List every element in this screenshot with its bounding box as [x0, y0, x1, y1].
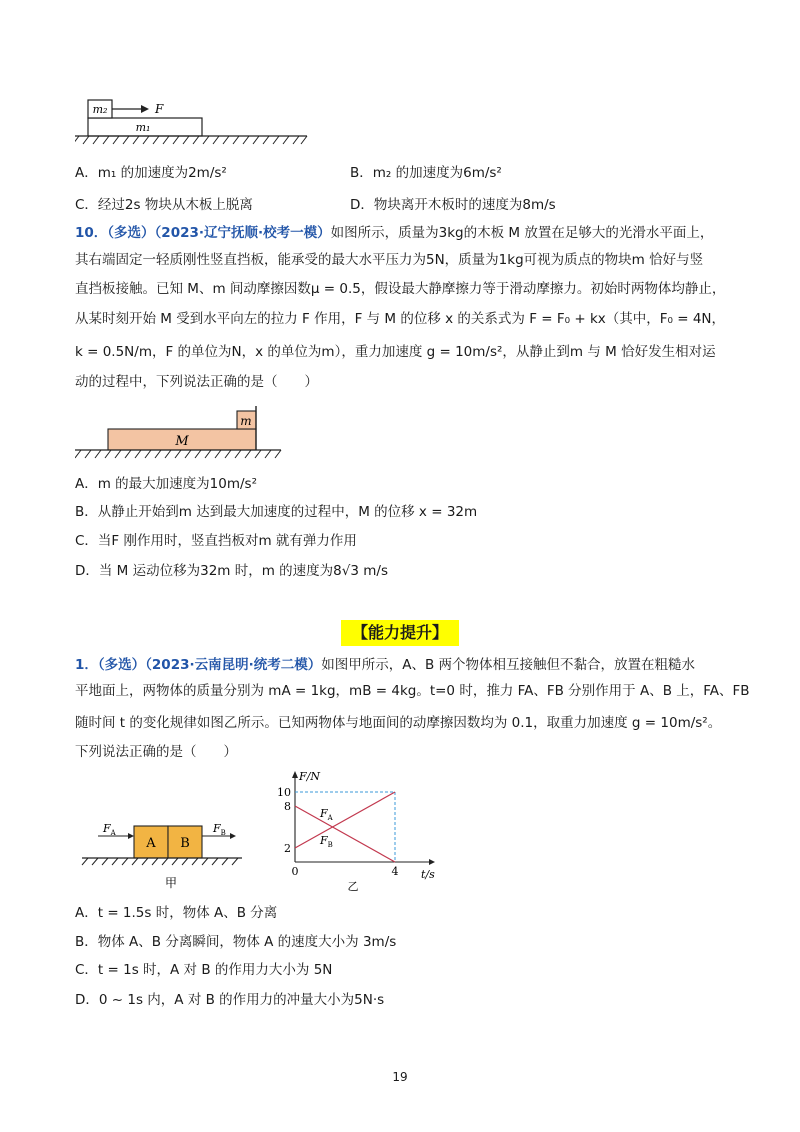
chart-x-arrow [429, 859, 435, 865]
q10-text-1: 如图所示，质量为3kg的木板 M 放置在足够大的光滑水平面上， [330, 225, 714, 241]
chart-y-tick-8: 8 [284, 800, 291, 813]
chart-y-arrow [292, 771, 298, 778]
q9-force-label: F [155, 102, 164, 116]
q9-option-d: D．物块离开木板时的速度为8m/s [350, 197, 556, 213]
chart-caption: 乙 [347, 880, 359, 893]
chart-series-label-FA: $F_A$ [320, 807, 333, 823]
q10-fig-m-label: m [240, 414, 252, 428]
q10-option-c: C．当F 刚作用时，竖直挡板对m 就有弹力作用 [75, 533, 357, 549]
q10-option-a: A．m 的最大加速度为10m/s² [75, 476, 257, 492]
q10-fig-M-label: M [175, 434, 189, 449]
q9-option-b: B．m₂ 的加速度为6m/s² [350, 165, 502, 181]
q10-line-1 [75, 223, 713, 243]
p1-caption-jia: 甲 [164, 876, 178, 890]
p1-option-c: C．t = 1s 时，A 对 B 的作用力大小为 5N [75, 962, 333, 978]
p1-chart-yi [275, 766, 445, 894]
chart-series-FA [295, 806, 395, 862]
q10-line-3: 直挡板接触。已知 M、m 间动摩擦因数μ = 0.5，假设最大静摩擦力等于滑动摩擦力。初始时两物体均静止， [75, 281, 726, 297]
p1-block-b-label: B [180, 836, 190, 851]
chart-xlabel: t/s [421, 868, 435, 881]
chart-y-tick-2: 2 [284, 842, 291, 855]
q9-block-bottom-label: m₁ [135, 121, 151, 134]
p1-option-a: A．t = 1.5s 时，物体 A、B 分离 [75, 905, 278, 921]
section-title: 【能力提升】 [341, 620, 459, 646]
chart-x-tick-4: 4 [391, 865, 399, 878]
p1-force-b-label: F [213, 822, 221, 835]
p1-force-a-label: F [103, 822, 111, 835]
p1-tag: （多选）（2023·云南昆明·统考二模） [97, 657, 322, 673]
q9-block-top-label: m₂ [92, 103, 108, 116]
q10-line-2: 其右端固定一轻质刚性竖直挡板，能承受的最大水平压力为5N，质量为1kg可视为质点的物块m 恰好与竖 [75, 252, 704, 268]
p1-force-b-sub: B [220, 829, 226, 837]
p1-line-4: 下列说法正确的是（ ） [75, 744, 237, 760]
p1-number: 1． [75, 657, 98, 673]
chart-series-label-FB: $F_B$ [320, 833, 333, 849]
svg-text:FA [102, 822, 117, 837]
q10-line-5: k = 0.5N/m，F 的单位为N，x 的单位为m），重力加速度 g = 10m/s²，从静止到m 与 M 恰好发生相对运 [75, 344, 716, 360]
q9-option-c: C．经过2s 物块从木板上脱离 [75, 197, 253, 213]
q10-figure [75, 404, 285, 466]
p1-line-1 [75, 655, 695, 675]
q10-line-6: 动的过程中，下列说法正确的是（ ） [75, 374, 318, 390]
q10-line-4: 从某时刻开始 M 受到水平向左的拉力 F 作用，F 与 M 的位移 x 的关系式为 F = F₀ + kx（其中，F₀ = 4N， [75, 311, 726, 327]
p1-option-b: B．物体 A、B 分离瞬间，物体 A 的速度大小为 3m/s [75, 934, 397, 950]
chart-series-FB [295, 792, 395, 848]
chart-x-tick-0: 0 [291, 865, 299, 878]
p1-option-d: D．0 ~ 1s 内，A 对 B 的作用力的冲量大小为5N·s [75, 992, 385, 1008]
q10-option-d: D．当 M 运动位移为32m 时，m 的速度为8√3 m/s [75, 563, 388, 579]
page-number: 19 [392, 1070, 408, 1084]
chart-y-tick-10: 10 [277, 786, 291, 799]
chart-ylabel: F/N [299, 770, 320, 783]
p1-line-3: 随时间 t 的变化规律如图乙所示。已知两物体与地面间的动摩擦因数均为 0.1，取重力加速度 g = 10m/s²。 [75, 715, 722, 731]
p1-block-a-label: A [146, 836, 156, 851]
p1-text-1: 如图甲所示，A、B 两个物体相互接触但不黏合，放置在粗糙水 [321, 657, 696, 673]
q10-number: 10． [75, 225, 108, 241]
p1-figure-jia [78, 812, 248, 892]
q9-figure [75, 92, 315, 148]
q10-option-b: B．从静止开始到m 达到最大加速度的过程中，M 的位移 x = 32m [75, 504, 478, 520]
svg-text:FB [212, 822, 226, 837]
q9-option-a: A．m₁ 的加速度为2m/s² [75, 165, 227, 181]
q10-tag: （多选）（2023·辽宁抚顺·校考一模） [107, 225, 331, 241]
p1-force-a-sub: A [110, 829, 116, 837]
p1-line-2: 平地面上，两物体的质量分别为 mA = 1kg，mB = 4kg。t=0 时，推力 FA、FB 分别作用于 A、B 上，FA、FB [75, 683, 750, 699]
